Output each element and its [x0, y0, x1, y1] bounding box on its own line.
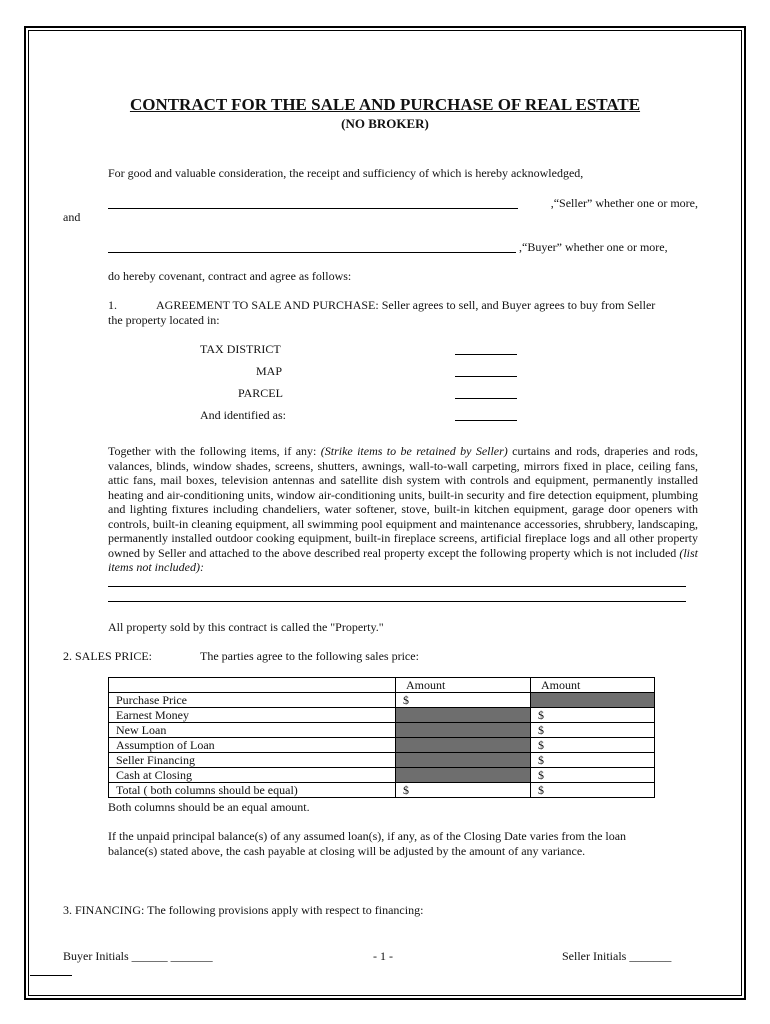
parcel-line[interactable] — [455, 398, 517, 399]
seller-initials[interactable]: Seller Initials _______ — [562, 949, 672, 963]
identified-as-label: And identified as: — [200, 408, 286, 422]
section3-heading: 3. FINANCING: The following provisions apply with respect to financing: — [63, 903, 424, 917]
document-title: CONTRACT FOR THE SALE AND PURCHASE OF REAL ESTATE — [129, 95, 641, 114]
shaded-cell — [396, 708, 531, 723]
identified-as-line[interactable] — [455, 420, 517, 421]
equal-amount-note: Both columns should be an equal amount. — [108, 800, 310, 814]
excluded-items-line-1[interactable] — [108, 586, 686, 587]
cash-at-closing-amount[interactable]: $ — [531, 768, 655, 783]
table-row — [109, 783, 655, 798]
total-amount-1[interactable]: $ — [396, 783, 531, 798]
shaded-cell — [396, 738, 531, 753]
purchase-price-amount[interactable]: $ — [396, 693, 531, 708]
property-definition: All property sold by this contract is called the "Property." — [108, 620, 384, 634]
row-label: Cash at Closing — [109, 768, 396, 783]
buyer-label: ,“Buyer” whether one or more, — [519, 240, 668, 254]
table-row — [109, 738, 655, 753]
table-row — [109, 723, 655, 738]
table-header-row — [109, 678, 655, 693]
and-text: and — [63, 210, 81, 224]
document-subtitle: (NO BROKER) — [341, 116, 429, 131]
variance-paragraph: If the unpaid principal balance(s) of any assumed loan(s), if any, as of the Closing Date varies from the loan balance(s) stated above, the cash payable at closing will be adjusted by the amount of any variance. — [108, 829, 627, 858]
table-row — [109, 753, 655, 768]
seller-financing-amount[interactable]: $ — [531, 753, 655, 768]
total-amount-2[interactable]: $ — [531, 783, 655, 798]
assumption-of-loan-amount[interactable]: $ — [531, 738, 655, 753]
consideration-text: For good and valuable consideration, the receipt and sufficiency of which is hereby acknowledged, — [108, 166, 584, 180]
items-lead: Together with the following items, if any: — [108, 444, 321, 458]
row-label: Seller Financing — [109, 753, 396, 768]
buyer-name-line[interactable] — [108, 252, 516, 253]
covenant-text: do hereby covenant, contract and agree as follows: — [108, 269, 352, 283]
row-label: New Loan — [109, 723, 396, 738]
section2-text: The parties agree to the following sales price: — [200, 649, 419, 663]
earnest-money-amount[interactable]: $ — [531, 708, 655, 723]
buyer-initials[interactable]: Buyer Initials ______ _______ — [63, 949, 213, 963]
tax-district-label: TAX DISTRICT — [200, 342, 281, 356]
table-row — [109, 693, 655, 708]
table-header-amount-2: Amount — [531, 678, 655, 693]
table-row — [109, 708, 655, 723]
shaded-cell — [396, 723, 531, 738]
table-row — [109, 768, 655, 783]
new-loan-amount[interactable]: $ — [531, 723, 655, 738]
shaded-cell — [396, 768, 531, 783]
excluded-items-line-2[interactable] — [108, 601, 686, 602]
tax-district-line[interactable] — [455, 354, 517, 355]
table-header-blank — [109, 678, 396, 693]
included-items-paragraph — [108, 444, 698, 575]
seller-initials-line-cont[interactable] — [30, 975, 72, 976]
table-header-amount-1: Amount — [396, 678, 531, 693]
parcel-label: PARCEL — [238, 386, 283, 400]
page-number: - 1 - — [373, 949, 393, 963]
map-line[interactable] — [455, 376, 517, 377]
sales-price-table — [108, 677, 655, 798]
section1-number: 1. — [108, 298, 117, 312]
section1-text: AGREEMENT TO SALE AND PURCHASE: Seller agrees to sell, and Buyer agrees to buy from Seller — [156, 298, 656, 312]
section2-heading: 2. SALES PRICE: — [63, 649, 153, 663]
row-label: Total ( both columns should be equal) — [109, 783, 396, 798]
items-list-note: (list items not included): — [108, 545, 698, 574]
row-label: Earnest Money — [109, 708, 396, 723]
seller-label: ,“Seller” whether one or more, — [550, 196, 698, 210]
shaded-cell — [396, 753, 531, 768]
items-strike-note: (Strike items to be retained by Seller) — [320, 444, 508, 458]
row-label: Purchase Price — [109, 693, 396, 708]
row-label: Assumption of Loan — [109, 738, 396, 753]
seller-name-line[interactable] — [108, 208, 518, 209]
section1-text-cont: the property located in: — [108, 313, 220, 327]
shaded-cell — [531, 693, 655, 708]
items-body: curtains and rods, draperies and rods, valances, blinds, window shades, screens, shutters, awnings, wall-to-wall carpeting, mirrors fixed in place, ceiling fans, attic fans, mail boxes, television antennas and satellite dish system with controls and equipment, permanently installed heating and air-conditioning units, window air-conditioning units, built-in security and fire detection equipment, plumbing and lighting fixtures including chandeliers, water softener, stove, built-in kitchen equipment, garage door openers with controls, built-in cleaning equipment, all swimming pool equipment and maintenance accessories, shrubbery, landscaping, permanently installed outdoor cooking equipment, built-in fireplace screens, artificial fireplace logs and all other property owned by Seller and attached to the above described real property except the following property which is not included — [108, 444, 698, 560]
map-label: MAP — [256, 364, 283, 378]
